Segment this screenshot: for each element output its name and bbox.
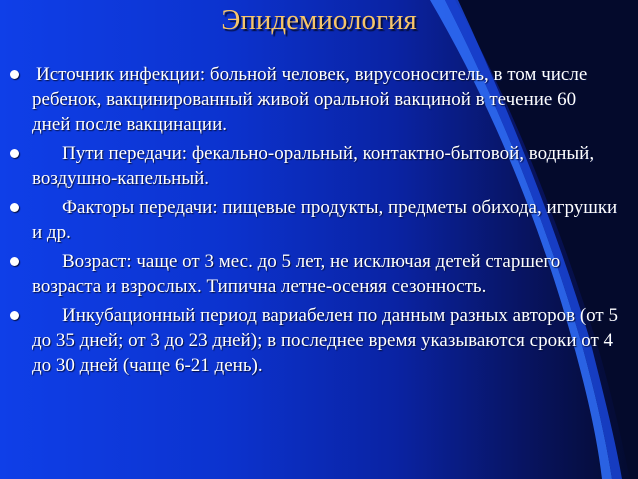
bullet-dot-icon: [10, 257, 19, 266]
bullet-item: [0, 195, 618, 245]
bullet-text: Факторы передачи: пищевые продукты, предметы обихода, игрушки и др.: [32, 197, 618, 243]
bullet-dot-icon: [10, 70, 19, 79]
bullet-text: Инкубационный период вариабелен по данным разных авторов (от 5 до 35 дней; от 3 до 23 дней); в последнее время указываются сроки от 4 до 30 дней (чаще 6-21 день).: [32, 305, 618, 376]
bullet-text: Пути передачи: фекально-оральный, контактно-бытовой, водный, воздушно-капельный.: [32, 143, 595, 189]
bullet-dot-icon: [10, 149, 19, 158]
bullet-text: Источник инфекции: больной человек, вирусоноситель, в том числе ребенок, вакцинированный живой оральной вакциной в течение 60 дней после вакцинации.: [32, 64, 588, 135]
bullet-text: Возраст: чаще от 3 мес. до 5 лет, не исключая детей старшего возраста и взрослых. Типична летне-осеняя сезонность.: [32, 251, 561, 297]
bullet-item: [0, 303, 618, 378]
bullet-list: [0, 62, 638, 382]
bullet-item: [0, 249, 618, 299]
bullet-dot-icon: [10, 311, 19, 320]
bullet-item: [0, 62, 618, 137]
bullet-item: [0, 141, 618, 191]
bullet-dot-icon: [10, 203, 19, 212]
slide-title: Эпидемиология: [221, 4, 417, 36]
